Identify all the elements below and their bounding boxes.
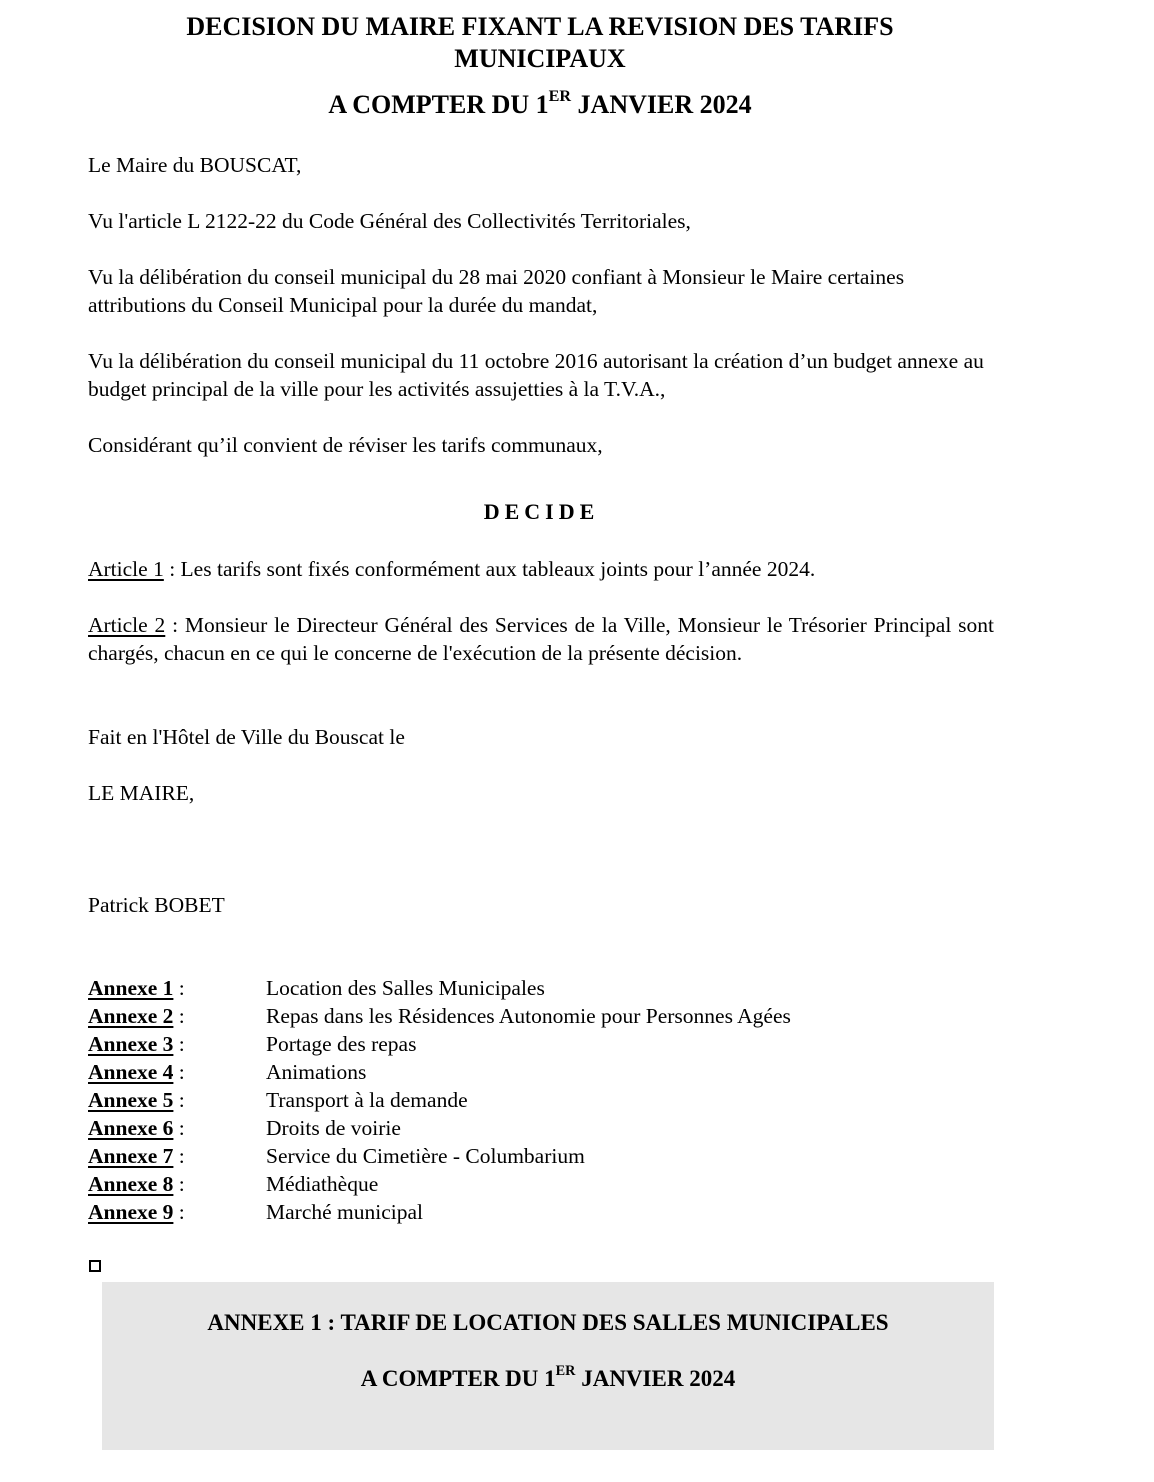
annex-list-item <box>88 1058 791 1086</box>
document-date-heading <box>0 89 1080 121</box>
date-superscript: ER <box>548 88 572 106</box>
annex-key <box>88 1142 266 1170</box>
annex-key <box>88 1086 266 1114</box>
article-2-label: Article 2 <box>88 613 166 637</box>
annex-title: Droits de voirie <box>266 1116 401 1140</box>
article-1 <box>88 555 998 583</box>
annex-1-date-superscript: ER <box>555 1363 576 1380</box>
annex-key <box>88 1030 266 1058</box>
vu-article-paragraph: Vu l'article L 2122-22 du Code Général des Collectivités Territoriales, <box>88 209 691 233</box>
annex-list-item <box>88 1002 791 1030</box>
annex-list <box>88 974 791 1226</box>
annex-separator: : <box>173 1032 185 1056</box>
annex-key <box>88 1002 266 1030</box>
annex-separator: : <box>173 1144 185 1168</box>
annex-list-item <box>88 1198 791 1226</box>
annex-label: Annexe 9 <box>88 1200 174 1224</box>
annex-key <box>88 1058 266 1086</box>
signatory-name: Patrick BOBET <box>88 893 225 917</box>
annex-list-item <box>88 1142 791 1170</box>
annex-label: Annexe 7 <box>88 1144 174 1168</box>
document-title-line1: DECISION DU MAIRE FIXANT LA REVISION DES TARIFS <box>186 12 894 41</box>
annex-list-item <box>88 1086 791 1114</box>
annex-key <box>88 974 266 1002</box>
vu-deliberation-2016-paragraph: Vu la délibération du conseil municipal du 11 octobre 2016 autorisant la création d’un budget annexe au budget principal de la ville pour les activités assujetties à la T.V.A., <box>88 349 984 401</box>
annex-label: Annexe 3 <box>88 1032 174 1056</box>
annex-1-date-suffix: JANVIER 2024 <box>575 1366 736 1391</box>
annex-label: Annexe 8 <box>88 1172 174 1196</box>
annex-1-title: ANNEXE 1 : TARIF DE LOCATION DES SALLES MUNICIPALES <box>207 1310 889 1335</box>
annex-list-item <box>88 974 791 1002</box>
annex-title: Médiathèque <box>266 1172 379 1196</box>
annex-label: Annexe 2 <box>88 1004 174 1028</box>
annex-label: Annexe 4 <box>88 1060 174 1084</box>
annex-1-date-prefix: A COMPTER DU 1 <box>360 1366 556 1391</box>
decide-heading: DECIDE <box>483 499 600 524</box>
annex-separator: : <box>173 1172 185 1196</box>
annex-label: Annexe 6 <box>88 1116 174 1140</box>
annex-key <box>88 1198 266 1226</box>
annex-title: Portage des repas <box>266 1032 417 1056</box>
annex-separator: : <box>173 1088 185 1112</box>
annex-1-heading-box <box>102 1282 994 1450</box>
annex-separator: : <box>173 1116 185 1140</box>
opening-line: Le Maire du BOUSCAT, <box>88 153 302 177</box>
checkbox-square-icon <box>89 1260 101 1272</box>
fait-line: Fait en l'Hôtel de Ville du Bouscat le <box>88 725 405 749</box>
annex-title: Service du Cimetière - Columbarium <box>266 1144 585 1168</box>
annex-list-item <box>88 1170 791 1198</box>
annex-label: Annexe 5 <box>88 1088 174 1112</box>
annex-key <box>88 1170 266 1198</box>
annex-separator: : <box>173 1004 185 1028</box>
le-maire-line: LE MAIRE, <box>88 781 195 805</box>
article-2 <box>88 611 994 667</box>
annex-title: Repas dans les Résidences Autonomie pour Personnes Agées <box>266 1004 791 1028</box>
annex-title: Animations <box>266 1060 367 1084</box>
annex-title: Transport à la demande <box>266 1088 468 1112</box>
article-1-label: Article 1 <box>88 557 164 581</box>
annex-separator: : <box>173 1060 185 1084</box>
annex-label: Annexe 1 <box>88 976 174 1000</box>
annex-list-item <box>88 1114 791 1142</box>
document-title-line2: MUNICIPAUX <box>454 44 626 73</box>
annex-title: Marché municipal <box>266 1200 424 1224</box>
annex-title: Location des Salles Municipales <box>266 976 545 1000</box>
article-1-text: : Les tarifs sont fixés conformément aux tableaux joints pour l’année 2024. <box>163 557 816 581</box>
date-prefix: A COMPTER DU 1 <box>328 90 549 119</box>
annex-1-date <box>102 1363 994 1392</box>
annex-separator: : <box>173 976 185 1000</box>
annex-separator: : <box>173 1200 185 1224</box>
annex-key <box>88 1114 266 1142</box>
vu-deliberation-2020-paragraph: Vu la délibération du conseil municipal du 28 mai 2020 confiant à Monsieur le Maire certaines attributions du Conseil Municipal pour la durée du mandat, <box>88 265 905 317</box>
annex-list-item <box>88 1030 791 1058</box>
considerant-paragraph: Considérant qu’il convient de réviser les tarifs communaux, <box>88 433 603 457</box>
article-2-text: : Monsieur le Directeur Général des Services de la Ville, Monsieur le Trésorier Principal sont chargés, chacun en ce qui le concerne de l'exécution de la présente décision. <box>88 613 994 665</box>
date-suffix: JANVIER 2024 <box>571 90 752 119</box>
